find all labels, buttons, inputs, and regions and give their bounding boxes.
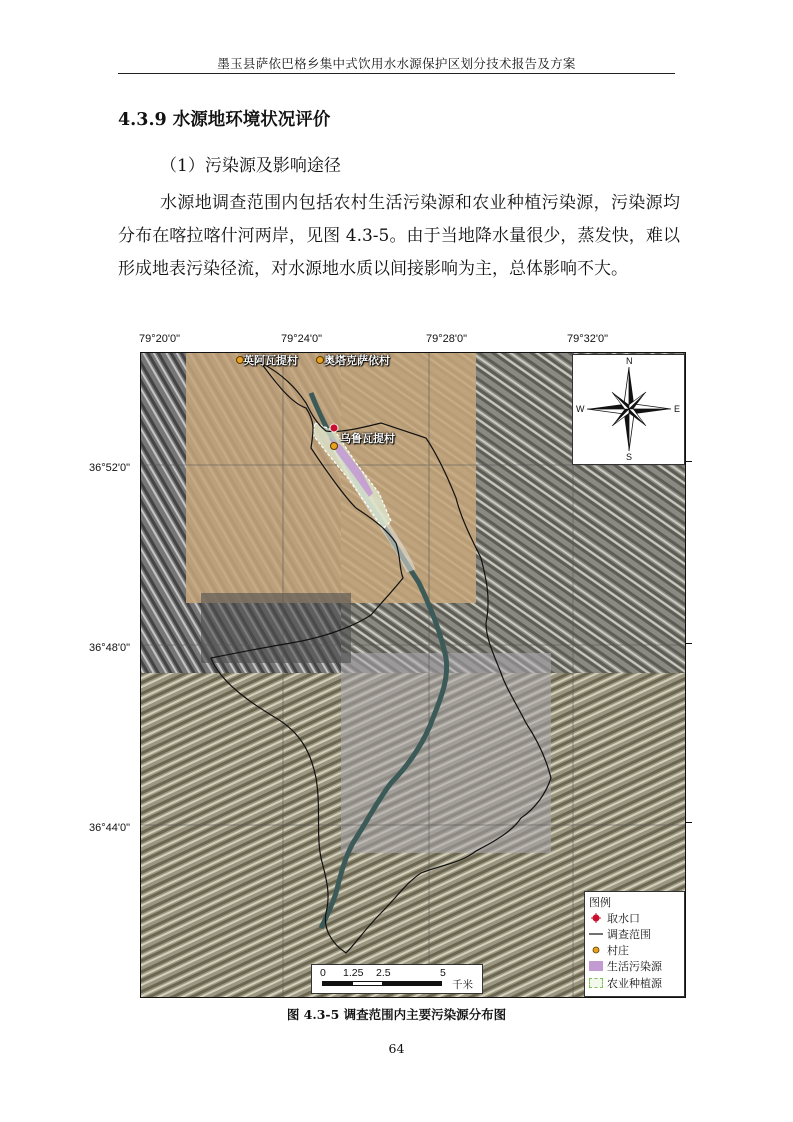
legend-label: 调查范围 (607, 928, 651, 941)
scale-unit: 千米 (452, 979, 473, 991)
figure-caption: 图 4.3-5 调查范围内主要污染源分布图 (286, 1007, 507, 1022)
legend-item (589, 958, 662, 974)
section-heading: 4.3.9 水源地环境状况评价 (118, 110, 331, 130)
lat-label: 36°44'0" (89, 822, 130, 834)
village-label: 英阿瓦提村 (243, 354, 298, 367)
lon-label: 79°20'0" (139, 333, 180, 345)
legend-title: 图例 (589, 896, 611, 909)
running-header: 墨玉县萨依巴格乡集中式饮用水水源保护区划分技术报告及方案 (217, 56, 576, 71)
scale-tick-label: 1.25 (343, 967, 364, 979)
scale-bar (311, 964, 483, 994)
scale-tick-label: 2.5 (376, 967, 391, 979)
legend-label: 村庄 (607, 944, 629, 957)
compass-rose (572, 354, 685, 465)
intake-point-marker (330, 424, 338, 432)
legend-label: 农业种植源 (607, 977, 662, 990)
legend-item (589, 926, 651, 942)
intake-point-icon (589, 913, 603, 923)
village-label: 奥塔克萨依村 (324, 354, 390, 367)
map-tick (686, 643, 692, 644)
boundary-line-icon (589, 929, 603, 939)
village-dot-icon (316, 356, 324, 364)
lon-label: 79°32'0" (567, 333, 608, 345)
compass-s: S (626, 452, 633, 462)
legend-item (589, 975, 662, 991)
village-dot-icon (589, 945, 603, 955)
compass-star-icon (573, 355, 684, 464)
body-paragraph: 水源地调查范围内包括农村生活污染源和农业种植污染源，污染源均分布在喀拉喀什河两岸，见图 4.3-5。由于当地降水量很少，蒸发快，难以形成地表污染径流，对水源地水质以间接影响为主，总体影响不大。 (118, 193, 680, 279)
village-dot-icon (330, 442, 338, 450)
legend-label: 生活污染源 (607, 960, 662, 973)
legend-label: 取水口 (607, 912, 640, 925)
legend-item (589, 910, 640, 926)
scale-tick-label: 5 (440, 967, 446, 979)
lat-label: 36°48'0" (89, 642, 130, 654)
compass-w: W (576, 404, 585, 414)
legend-item (589, 942, 629, 958)
compass-e: E (674, 404, 681, 414)
page-number: 64 (388, 1041, 405, 1056)
agri-source-swatch (589, 978, 603, 988)
map-tick (686, 822, 692, 823)
lat-label: 36°52'0" (89, 462, 130, 474)
header-divider (118, 73, 675, 74)
scale-bar-graphic (322, 981, 442, 986)
subheading: （1）污染源及影响途径 (160, 156, 341, 176)
village-label: 乌鲁瓦提村 (340, 432, 395, 445)
compass-n: N (626, 356, 633, 366)
scale-tick-label: 0 (320, 967, 326, 979)
lon-label: 79°24'0" (281, 333, 322, 345)
map-legend (584, 891, 685, 997)
lon-label: 79°28'0" (426, 333, 467, 345)
domestic-pollution-swatch (589, 961, 603, 971)
map-tick (686, 461, 692, 462)
